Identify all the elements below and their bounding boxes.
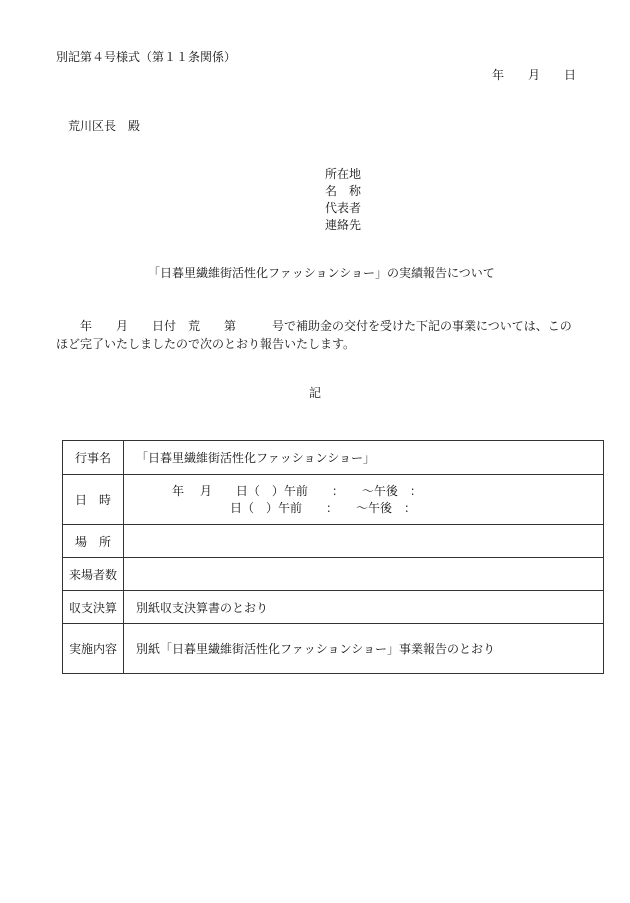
content-value: 別紙「日暮里繊維街活性化ファッションショー」事業報告のとおり [124, 624, 604, 674]
document-title: 「日暮里繊維街活性化ファッションショー」の実績報告について [148, 266, 495, 280]
budget-value: 別紙収支決算書のとおり [124, 591, 604, 624]
form-label: 別記第４号様式（第１１条関係） [56, 50, 237, 64]
addressee: 荒川区長 殿 [68, 119, 141, 133]
budget-label: 収支決算 [63, 591, 124, 624]
event-name-value: 「日暮里繊維街活性化ファッションショー」 [124, 441, 604, 475]
body-paragraph: 年 月 日付 荒 第 号で補助金の交付を受けた下記の事業については、このほど完了いたしましたので次のとおり報告いたします。 [56, 319, 572, 351]
applicant-location-label: 所在地 [325, 167, 362, 181]
ki-heading: 記 [309, 386, 322, 400]
table-row [63, 591, 604, 624]
place-label: 場 所 [63, 525, 124, 558]
place-value [124, 525, 604, 558]
table-row [63, 441, 604, 475]
datetime-label: 日 時 [63, 475, 124, 525]
visitors-label: 来場者数 [63, 558, 124, 591]
report-table [62, 440, 604, 674]
datetime-line-1: 年 月 日（ ）午前 ： ～午後 ： [172, 483, 422, 498]
table-row [63, 624, 604, 674]
datetime-cell [124, 475, 604, 525]
event-name-label: 行事名 [63, 441, 124, 475]
visitors-value [124, 558, 604, 591]
table-row [63, 475, 604, 525]
applicant-representative-label: 代表者 [325, 201, 362, 215]
date-line: 年 月 日 [492, 68, 577, 82]
applicant-name-label: 名 称 [325, 184, 362, 198]
applicant-block [325, 166, 361, 234]
datetime-line-2: 日（ ）午前 ： ～午後 ： [230, 500, 417, 515]
applicant-contact-label: 連絡先 [325, 218, 362, 232]
content-label: 実施内容 [63, 624, 124, 674]
table-row [63, 525, 604, 558]
table-row [63, 558, 604, 591]
